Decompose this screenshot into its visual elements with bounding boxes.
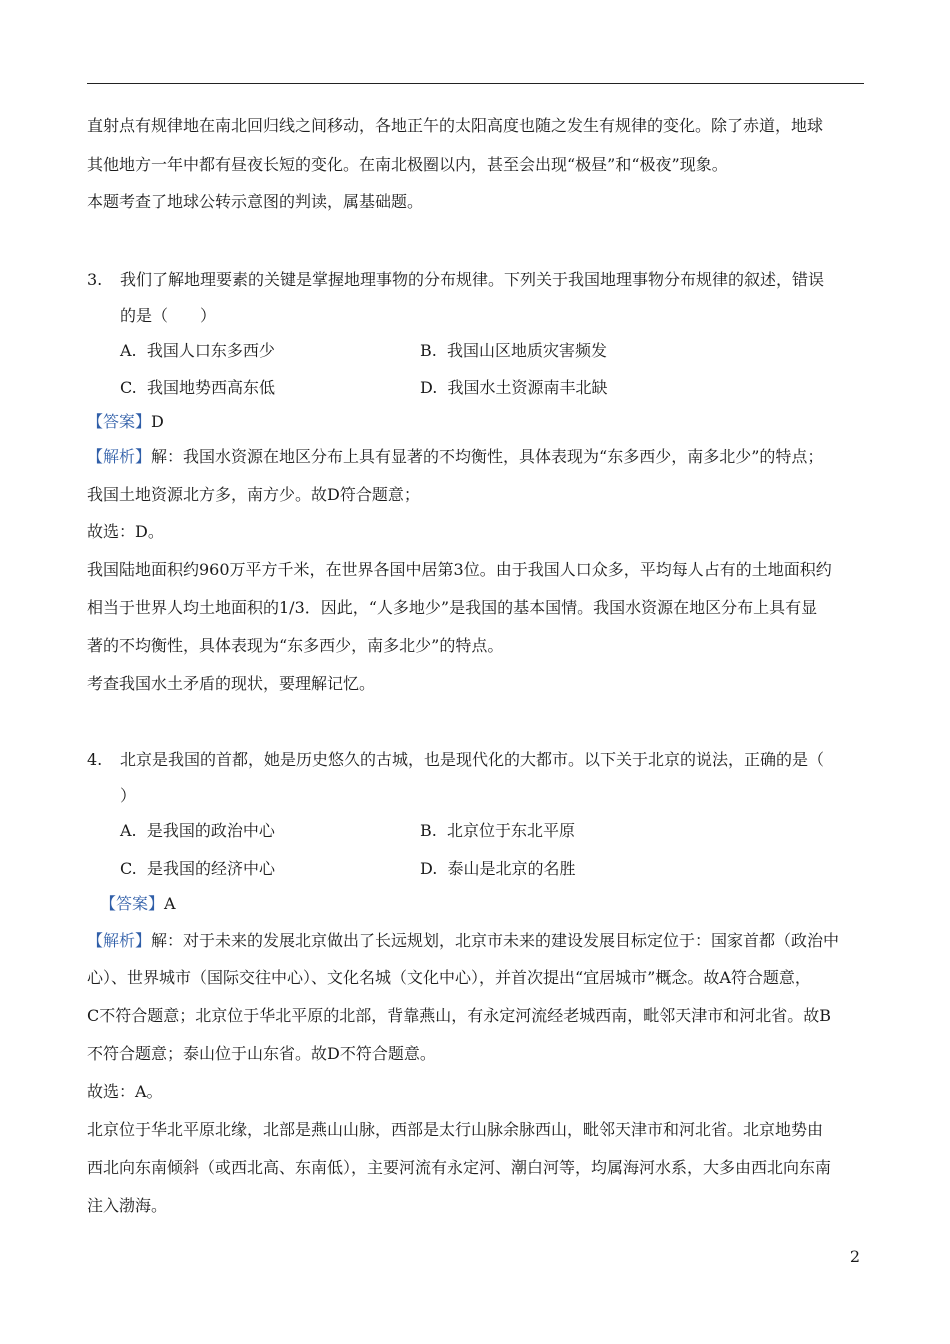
q3-analysis-line-3: 故选：D。 [87, 522, 164, 541]
q3-option-b [420, 341, 607, 361]
q4-option-a [120, 821, 275, 841]
page-number: 2 [849, 1247, 860, 1266]
q3-option-c-text: 我国地势西高东低 [146, 378, 275, 397]
q3-analysis-line-5: 相当于世界人均土地面积的1/3．因此，“人多地少”是我国的基本国情。我国水资源在地区分布上具有显 [87, 598, 818, 617]
q4-analysis-line-8: 注入渤海。 [87, 1196, 168, 1215]
q3-option-a [120, 341, 275, 361]
q4-analysis-line-1 [87, 931, 839, 951]
q4-option-a-text: 是我国的政治中心 [146, 821, 275, 840]
q3-option-b-letter: B. [420, 341, 437, 360]
q3-option-c [120, 378, 275, 398]
q3-number: 3. [87, 270, 103, 289]
q3-option-d [420, 378, 608, 398]
q4-number: 4. [87, 750, 103, 769]
q4-option-c-text: 是我国的经济中心 [146, 859, 275, 878]
q4-answer-tag: 【答案】 [100, 894, 165, 913]
q4-stem-line-2: ） [120, 786, 137, 805]
q4-option-b-letter: B. [420, 821, 437, 840]
q4-option-b [420, 821, 575, 841]
q3-analysis-line-1 [87, 447, 823, 467]
q4-option-c [120, 859, 275, 879]
q3-analysis-line-4: 我国陆地面积约960万平方千米，在世界各国中居第3位。由于我国人口众多，平均每人占有的土地面积约 [87, 560, 832, 579]
q3-option-d-text: 我国水土资源南丰北缺 [447, 378, 608, 397]
q4-analysis-line-3: C不符合题意；北京位于华北平原的北部，背靠燕山，有永定河流经老城西南，毗邻天津市和河北省。故B [87, 1006, 832, 1025]
q3-answer-tag: 【答案】 [87, 412, 152, 431]
q4-option-d [420, 859, 576, 879]
q3-analysis-line-7: 考查我国水土矛盾的现状，要理解记忆。 [87, 674, 376, 693]
q4-option-d-letter: D. [420, 859, 438, 878]
q3-stem-line-2: 的是（ ） [120, 306, 217, 325]
q4-analysis-line-4: 不符合题意；泰山位于山东省。故D不符合题意。 [87, 1044, 436, 1063]
q3-answer [87, 412, 164, 432]
q3-option-a-letter: A. [120, 341, 137, 360]
q3-analysis-line-6: 著的不均衡性，具体表现为“东多西少，南多北少”的特点。 [87, 636, 504, 655]
q3-option-d-letter: D. [420, 378, 438, 397]
q3-option-c-letter: C. [120, 378, 137, 397]
q3-stem-line-1: 我们了解地理要素的关键是掌握地理事物的分布规律。下列关于我国地理事物分布规律的叙述，错误 [120, 270, 825, 289]
continuation-line-2: 其他地方一年中都有昼夜长短的变化。在南北极圈以内，甚至会出现“极昼”和“极夜”现象。 [87, 155, 728, 174]
q3-analysis-text-1: 解：我国水资源在地区分布上具有显著的不均衡性，具体表现为“东多西少，南多北少”的特点； [151, 447, 824, 466]
continuation-line-3: 本题考查了地球公转示意图的判读，属基础题。 [87, 192, 424, 211]
q3-answer-value: D [151, 412, 164, 431]
q3-option-b-text: 我国山区地质灾害频发 [447, 341, 608, 360]
continuation-line-1: 直射点有规律地在南北回归线之间移动，各地正午的太阳高度也随之发生有规律的变化。除了赤道，地球 [87, 116, 824, 135]
q4-option-b-text: 北京位于东北平原 [447, 821, 576, 840]
q3-option-a-text: 我国人口东多西少 [146, 341, 275, 360]
q4-option-a-letter: A. [120, 821, 137, 840]
q4-analysis-text-1: 解：对于未来的发展北京做出了长远规划，北京市未来的建设发展目标定位于：国家首都（政治中 [151, 931, 840, 950]
q3-analysis-tag: 【解析】 [87, 447, 152, 466]
q4-option-d-text: 泰山是北京的名胜 [447, 859, 576, 878]
q4-analysis-line-2: 心）、世界城市（国际交往中心）、文化名城（文化中心），并首次提出“宜居城市”概念。故A符合题意， [87, 968, 811, 987]
header-rule [87, 83, 864, 84]
q3-analysis-line-2: 我国土地资源北方多，南方少。故D符合题意； [87, 485, 420, 504]
q4-analysis-line-7: 西北向东南倾斜（或西北高、东南低），主要河流有永定河、潮白河等，均属海河水系，大多由西北向东南 [87, 1158, 832, 1177]
q4-analysis-line-6: 北京位于华北平原北缘，北部是燕山山脉，西部是太行山脉余脉西山，毗邻天津市和河北省。北京地势由 [87, 1120, 824, 1139]
q4-analysis-tag: 【解析】 [87, 931, 152, 950]
q4-analysis-line-5: 故选：A。 [87, 1082, 163, 1101]
q4-stem-line-1: 北京是我国的首都，她是历史悠久的古城，也是现代化的大都市。以下关于北京的说法，正确的是（ [120, 750, 825, 769]
q4-answer-value: A [164, 894, 176, 913]
q4-answer [100, 894, 176, 914]
q4-option-c-letter: C. [120, 859, 137, 878]
